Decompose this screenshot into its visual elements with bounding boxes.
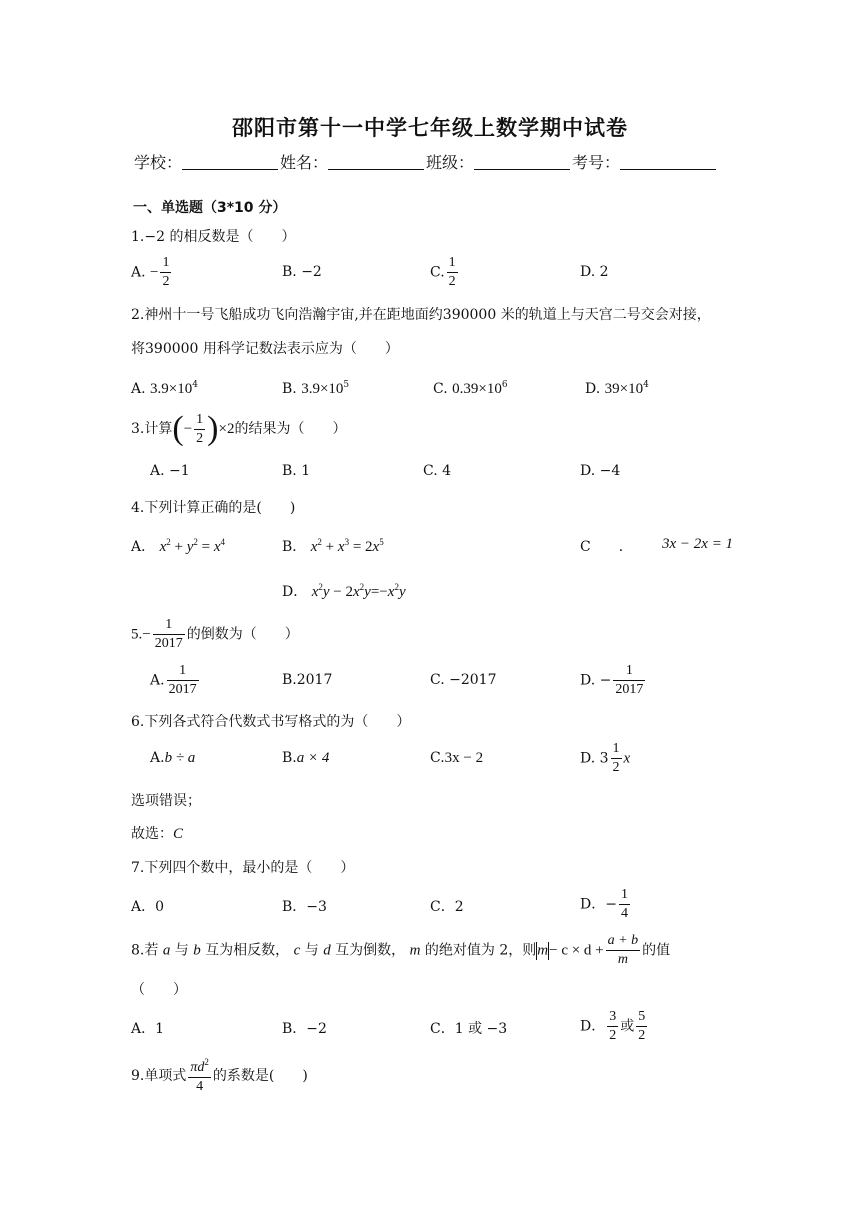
- q2-option-b: B. $3.9\times 10^5$: [282, 380, 350, 397]
- q4-d-expr: $x^2y - 2x^2y=-x^2y$: [311, 582, 406, 600]
- q5-option-a: A. $\frac{1}{2017}$: [150, 663, 197, 697]
- q9-fraction: $\frac{\pi d^2}{4}$: [190, 1057, 209, 1094]
- q6-option-b: B.a × 4: [282, 750, 330, 766]
- q8-fraction: $\frac{a + b}{m}$: [607, 933, 639, 967]
- q7-option-a: A．0: [131, 899, 165, 915]
- name-label: 姓名：: [280, 153, 329, 172]
- q1-option-d: D. 2: [580, 264, 609, 280]
- q8-option-a: A．1: [131, 1021, 165, 1037]
- question-1-stem: 1.−2 的相反数是（ ）: [131, 229, 296, 245]
- student-info-line: [134, 150, 718, 173]
- q2-option-a: A. $3.9\times 10^4$: [131, 380, 198, 397]
- question-2-line1: 2.神州十一号飞船成功飞向浩瀚宇宙,并在距地面约390000 米的轨道上与天宫二号交会对接，: [131, 307, 711, 323]
- q1-option-c: C. $\frac{1}{2}$: [430, 255, 456, 289]
- question-5-stem: 5.− $\frac{1}{2017}$ 的倒数为（ ）: [131, 617, 299, 651]
- q8-option-d: D． $\frac{3}{2}$ 或 $\frac{5}{2}$: [580, 1009, 646, 1043]
- q5-fraction: $\frac{1}{2017}$: [154, 617, 183, 651]
- q5-option-d: D. − $\frac{1}{2017}$: [580, 663, 644, 697]
- q3-option-a: A. −1: [150, 463, 190, 479]
- q3-fraction: $\frac{1}{2}$: [196, 411, 204, 446]
- q8-option-b: B．−2: [282, 1021, 327, 1037]
- school-blank: [182, 153, 278, 170]
- q4-b-expr: $x^2 + x^3 = 2x^5$: [310, 537, 384, 555]
- q6-option-a: A.b ÷ a: [150, 750, 196, 766]
- q1-option-a: A. − $\frac{1}{2}$: [131, 255, 170, 289]
- q2-option-d: D. $39\times 10^4$: [585, 380, 649, 397]
- q6-option-c: C.3x − 2: [430, 750, 484, 766]
- q4-option-d: D． $x^2y - 2x^2y=-x^2y$: [282, 582, 406, 600]
- name-blank: [328, 153, 424, 170]
- q7-option-d: D．− $\frac{1}{4}$: [580, 887, 628, 921]
- class-blank: [474, 153, 570, 170]
- question-9-stem: 9.单项式 $\frac{\pi d^2}{4}$ 的系数是( ): [131, 1057, 308, 1094]
- q3-option-b: B. 1: [282, 463, 311, 479]
- q1-a-fraction: $\frac{1}{2}$: [162, 255, 170, 289]
- q7-option-c: C．2: [430, 899, 464, 915]
- q1-c-fraction: $\frac{1}{2}$: [448, 255, 456, 289]
- q4-option-c-label: C ．: [580, 539, 633, 555]
- question-8-paren: （ ）: [131, 982, 187, 998]
- question-3-stem: 3.计算(− $\frac{1}{2}$ )×2的结果为（ ）: [131, 410, 347, 447]
- question-8-stem: 8.若 a 与 b 互为相反数， c 与 d 互为倒数， m 的绝对值为 2，则m− c × d + $\frac{a + b}{m}$ 的值: [131, 933, 671, 967]
- q8-option-c: C．1 或 −3: [430, 1021, 508, 1037]
- section-heading: 一、单选题（3*10 分）: [133, 200, 287, 216]
- q4-option-c-expr: 3x − 2x = 1: [662, 536, 734, 552]
- number-blank: [620, 153, 716, 170]
- question-2-line2: 将390000 用科学记数法表示应为（ ）: [131, 341, 399, 357]
- school-label: 学校：: [134, 153, 183, 172]
- q2-option-c: C. $0.39\times 10^6$: [433, 380, 508, 397]
- q5-option-c: C. −2017: [430, 672, 497, 688]
- q4-option-b: B． $x^2 + x^3 = 2x^5$: [282, 537, 384, 555]
- question-6-stem: 6.下列各式符合代数式书写格式的为（ ）: [131, 714, 411, 730]
- note-wrong-option: 选项错误；: [131, 793, 201, 809]
- q6-option-d: D. 3 $\frac{1}{2}$ x: [580, 741, 631, 775]
- q7-option-b: B．−3: [282, 899, 327, 915]
- class-label: 班级：: [426, 153, 475, 172]
- q4-a-expr: $x^2 + y^2 = x^4$: [159, 537, 226, 555]
- exam-title: 邵阳市第十一中学七年级上数学期中试卷: [232, 116, 628, 140]
- q3-option-c: C. 4: [423, 463, 452, 479]
- question-7-stem: 7.下列四个数中，最小的是（ ）: [131, 860, 355, 876]
- q5-option-b: B.2017: [282, 672, 333, 688]
- number-label: 考号：: [572, 153, 621, 172]
- question-4-stem: 4.下列计算正确的是( ): [131, 500, 296, 516]
- note-answer: 故选：C: [131, 826, 184, 842]
- q4-option-a: A． $x^2 + y^2 = x^4$: [131, 537, 226, 555]
- q1-option-b: B. −2: [282, 264, 322, 280]
- q3-option-d: D. −4: [580, 463, 621, 479]
